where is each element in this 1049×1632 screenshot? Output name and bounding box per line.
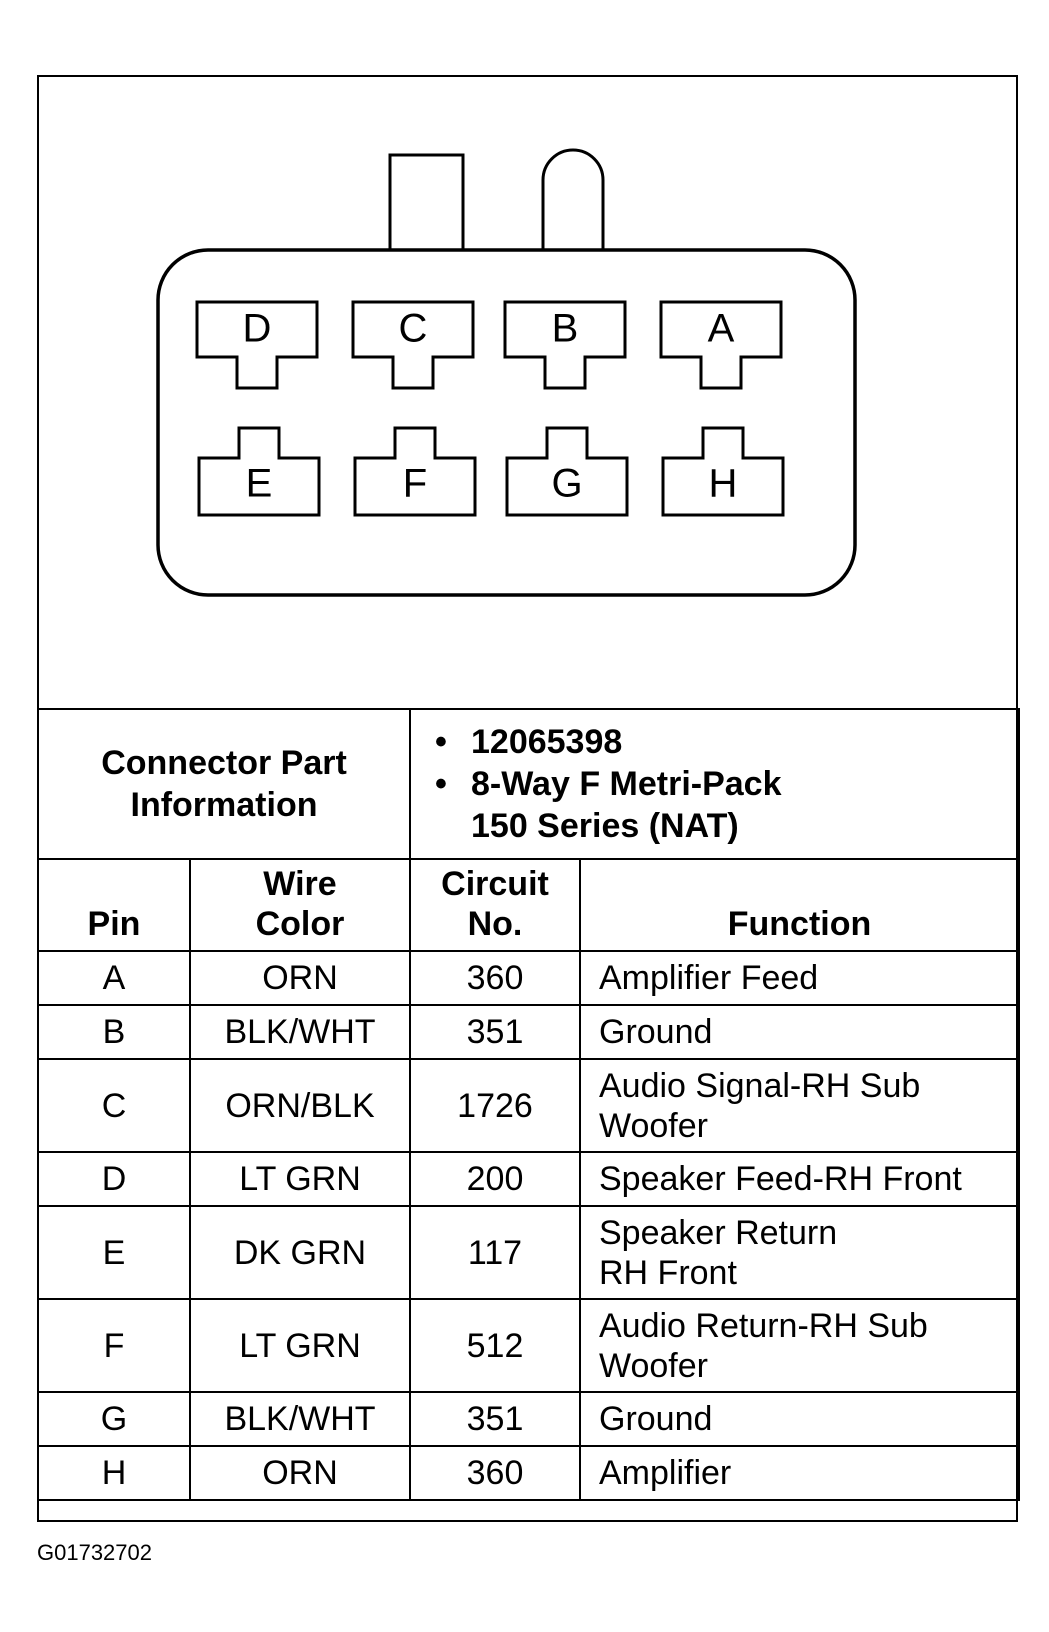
circuit-cell: 512 <box>410 1299 580 1392</box>
header-wire-label-line1: Wire <box>263 865 337 903</box>
pin-cell: B <box>38 1005 190 1059</box>
header-pin <box>38 859 190 951</box>
connector-type: 8-Way F Metri-Pack <box>471 765 782 803</box>
wire-color-cell: ORN <box>190 951 410 1005</box>
function-line1: Ground <box>599 1400 713 1438</box>
pin-label-c: C <box>398 306 428 351</box>
pin-cell: E <box>38 1206 190 1299</box>
pin-cell: A <box>38 951 190 1005</box>
wire-color-cell: LT GRN <box>190 1152 410 1206</box>
pin-label-e: E <box>245 461 273 506</box>
function-cell <box>580 951 1019 1005</box>
function-cell <box>580 1299 1019 1392</box>
table-row <box>38 1299 1019 1392</box>
pin-label-g: G <box>551 461 583 506</box>
function-line2: Woofer <box>599 1106 708 1145</box>
wire-color-cell: BLK/WHT <box>190 1005 410 1059</box>
function-cell <box>580 1206 1019 1299</box>
part-number-item <box>435 721 1018 763</box>
table-row <box>38 1446 1019 1500</box>
part-number: 12065398 <box>471 723 623 761</box>
header-wire-color <box>190 859 410 951</box>
figure-id: G01732702 <box>37 1540 152 1565</box>
bullet-icon: • <box>435 765 447 803</box>
connector-type-item <box>435 763 1018 805</box>
table-row <box>38 1206 1019 1299</box>
function-line1: Ground <box>599 1013 713 1051</box>
table-row <box>38 1392 1019 1446</box>
header-circuit-label-line1: Circuit <box>441 865 549 903</box>
part-info-label <box>38 709 410 859</box>
circuit-cell: 1726 <box>410 1059 580 1152</box>
circuit-cell: 351 <box>410 1005 580 1059</box>
function-line1: Audio Return-RH Sub <box>599 1306 928 1345</box>
connector-lock-tab <box>390 155 463 255</box>
header-function-label: Function <box>727 905 872 943</box>
wire-color-cell: DK GRN <box>190 1206 410 1299</box>
wire-color-cell: BLK/WHT <box>190 1392 410 1446</box>
connector-info-table <box>37 708 1020 1501</box>
wire-color-cell: LT GRN <box>190 1299 410 1392</box>
wire-color-cell: ORN <box>190 1446 410 1500</box>
table-row <box>38 951 1019 1005</box>
pin-label-h: H <box>708 461 738 506</box>
connector-key-tab <box>543 150 603 255</box>
pin-cell: G <box>38 1392 190 1446</box>
pin-label-b: B <box>551 306 579 351</box>
pin-label-a: A <box>707 306 735 351</box>
pin-cell: H <box>38 1446 190 1500</box>
function-cell <box>580 1152 1019 1206</box>
function-line1: Audio Signal-RH Sub <box>599 1066 921 1105</box>
function-cell <box>580 1392 1019 1446</box>
connector-series: 150 Series (NAT) <box>471 807 739 845</box>
table-row <box>38 1152 1019 1206</box>
header-circuit-label-line2: No. <box>467 905 523 943</box>
function-line1: Amplifier <box>599 1454 732 1492</box>
header-circuit <box>410 859 580 951</box>
function-line2: Woofer <box>599 1346 708 1385</box>
header-pin-label: Pin <box>87 905 141 943</box>
wire-color-cell: ORN/BLK <box>190 1059 410 1152</box>
pin-cell: F <box>38 1299 190 1392</box>
pin-label-d: D <box>242 306 272 351</box>
part-info-label-line1: Connector Part <box>101 744 347 782</box>
pin-cell: C <box>38 1059 190 1152</box>
part-info-values <box>410 709 1019 859</box>
part-info-row <box>38 709 1019 859</box>
pin-label-f: F <box>402 461 428 506</box>
bullet-icon: • <box>435 723 447 761</box>
connector-series-item <box>471 805 1018 847</box>
table-row <box>38 1005 1019 1059</box>
circuit-cell: 360 <box>410 1446 580 1500</box>
circuit-cell: 360 <box>410 951 580 1005</box>
circuit-cell: 200 <box>410 1152 580 1206</box>
table-row <box>38 1059 1019 1152</box>
circuit-cell: 351 <box>410 1392 580 1446</box>
connector-face-diagram <box>0 0 1049 720</box>
pin-cell: D <box>38 1152 190 1206</box>
function-cell <box>580 1005 1019 1059</box>
function-cell <box>580 1059 1019 1152</box>
function-line1: Speaker Feed-RH Front <box>599 1160 962 1198</box>
function-line1: Speaker Return <box>599 1213 838 1252</box>
function-line1: Amplifier Feed <box>599 959 819 997</box>
header-function <box>580 859 1019 951</box>
circuit-cell: 117 <box>410 1206 580 1299</box>
table-header-row <box>38 859 1019 951</box>
function-cell <box>580 1446 1019 1500</box>
header-wire-label-line2: Color <box>255 905 345 943</box>
function-line2: RH Front <box>599 1253 737 1292</box>
part-info-label-line2: Information <box>130 786 318 824</box>
